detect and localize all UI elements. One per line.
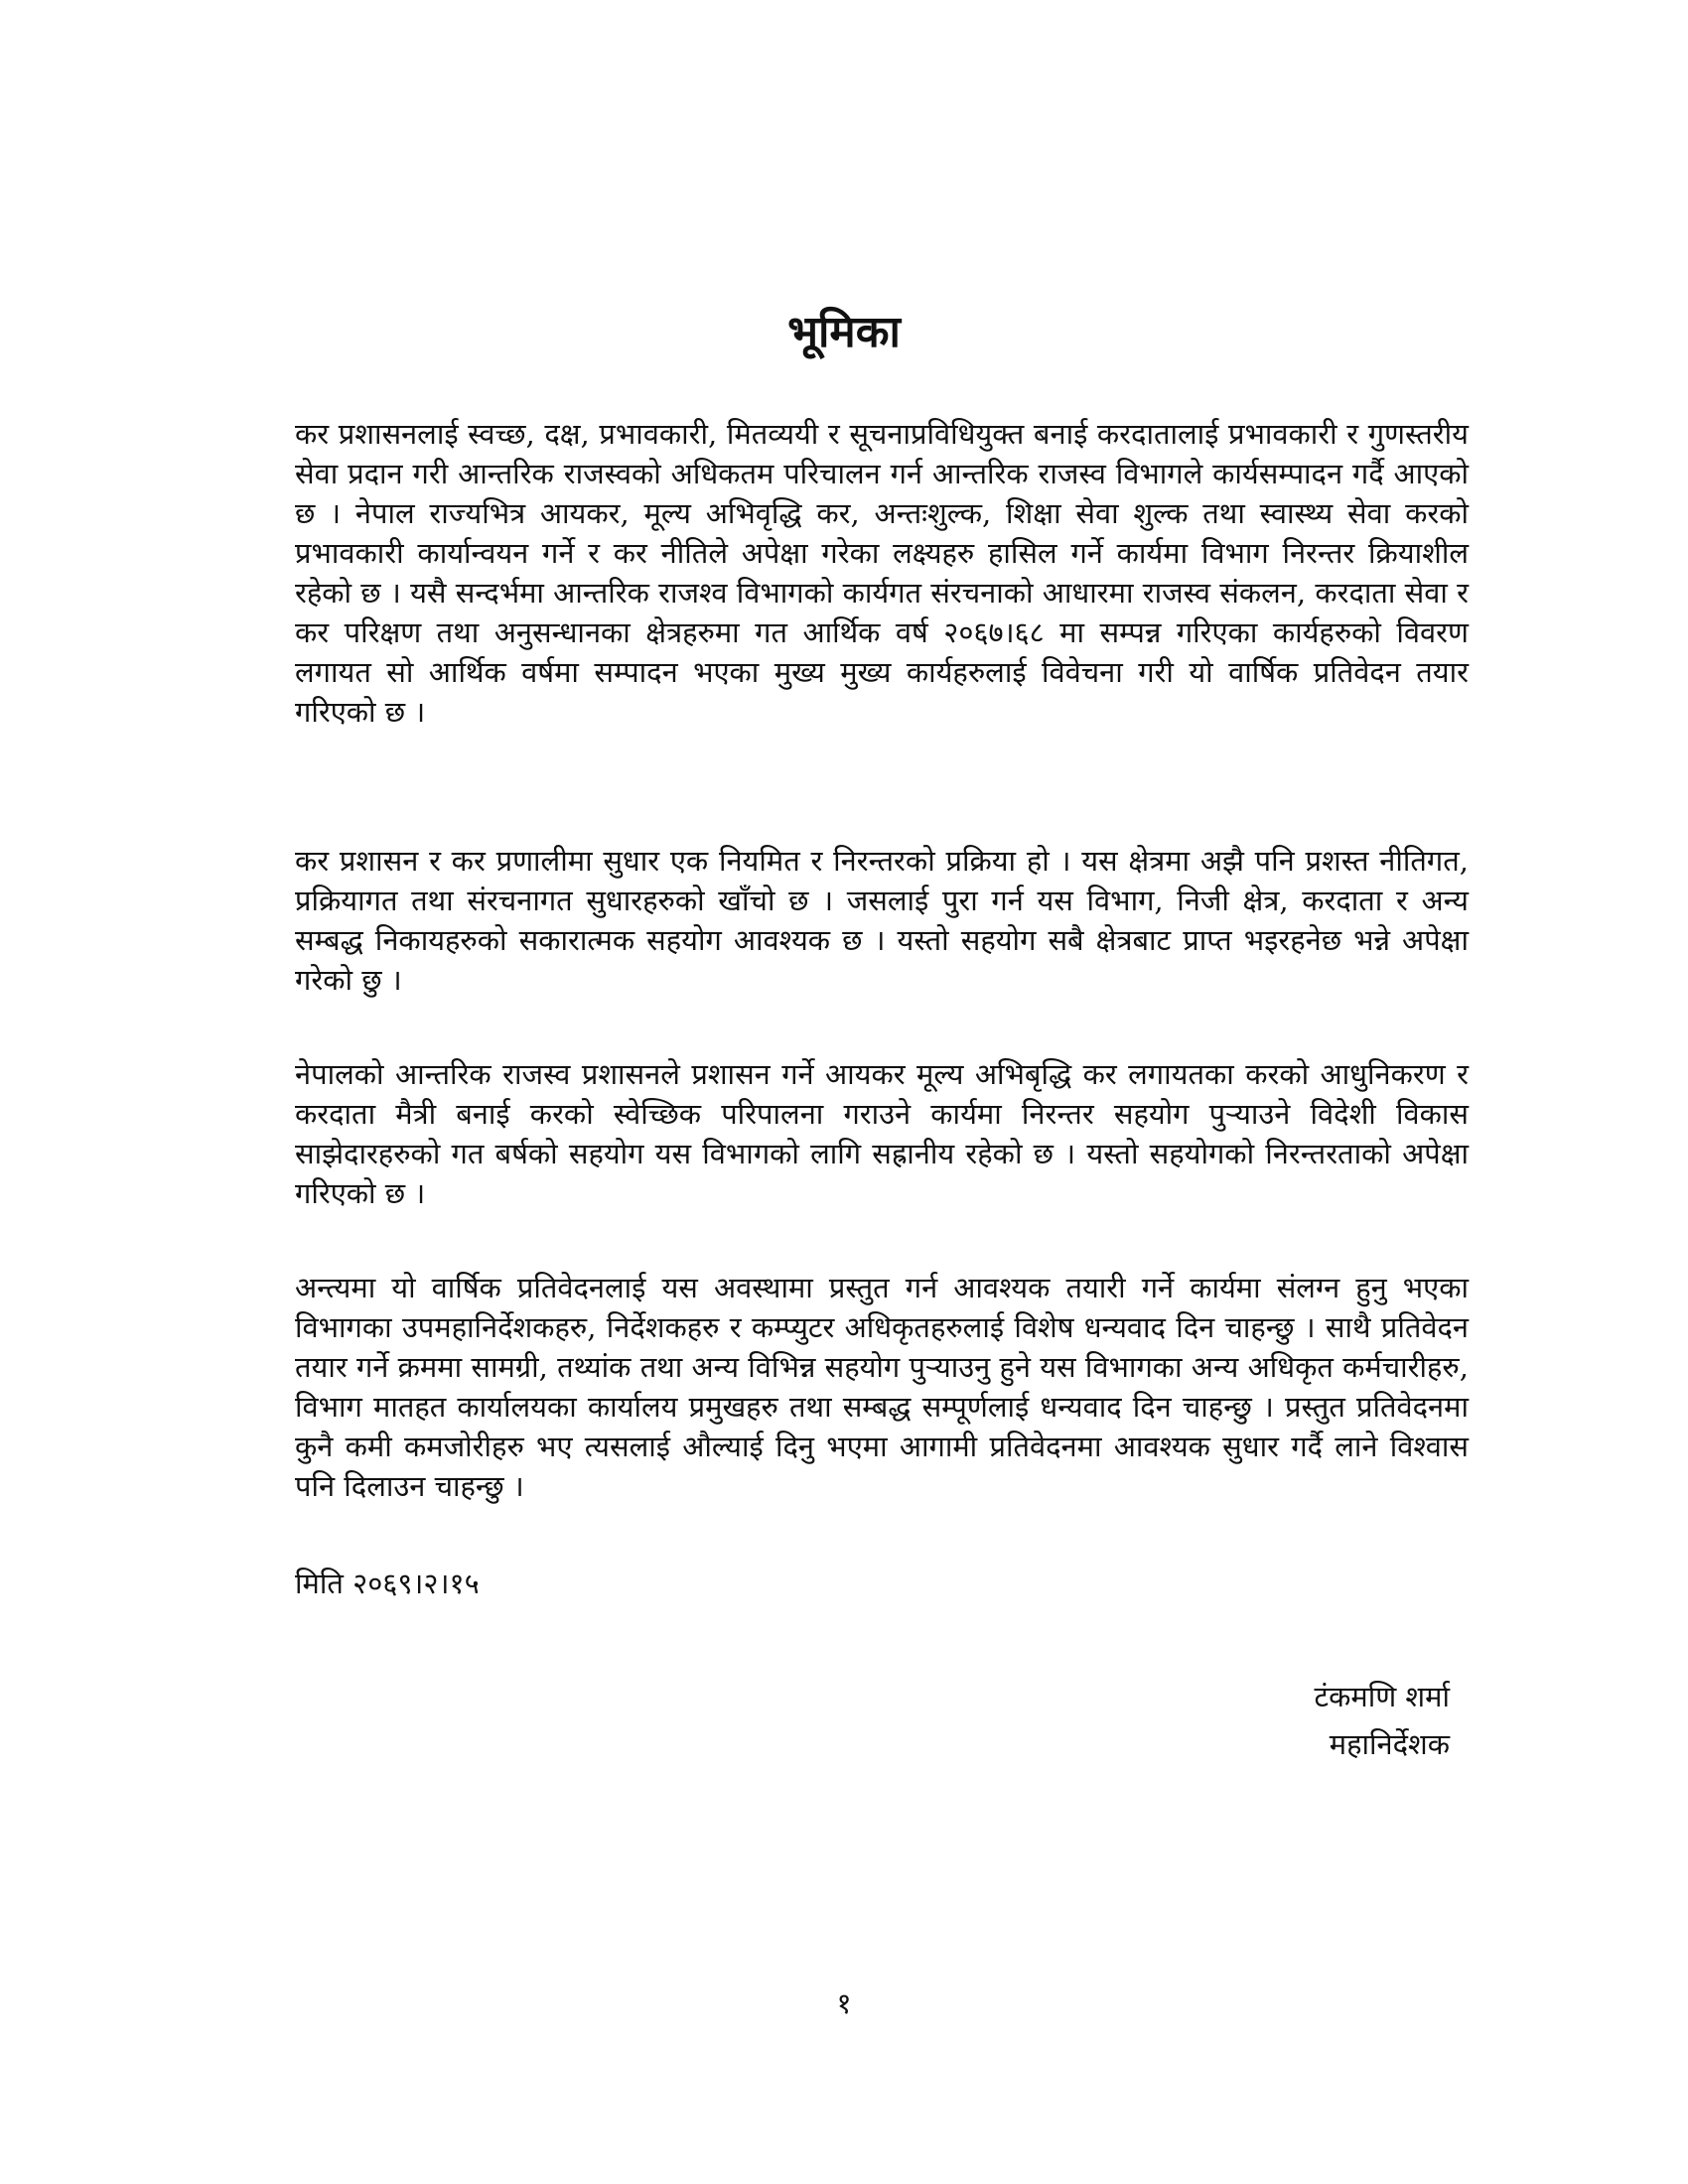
paragraph-introduction: कर प्रशासनलाई स्वच्छ, दक्ष, प्रभावकारी, मितव्ययी र सूचनाप्रविधियुक्त बनाई करदातालाई प्रभावकारी र गुणस्तरीय सेवा प्रदान गरी आन्तरिक राजस्वको अधिकतम परिचालन गर्न आन्तरिक राजस्व विभागले कार्यसम्पादन गर्दै आएको छ । नेपाल राज्यभित्र आयकर, मूल्य अभिवृद्धि कर, अन्तःशुल्क, शिक्षा सेवा शुल्क तथा स्वास्थ्य सेवा करको प्रभावकारी कार्यान्वयन गर्ने र कर नीतिले अपेक्षा गरेका लक्ष्यहरु हासिल गर्ने कार्यमा विभाग निरन्तर क्रियाशील रहेको छ । यसै सन्दर्भमा आन्तरिक राजश्व विभागको कार्यगत संरचनाको आधारमा राजस्व संकलन, करदाता सेवा र कर परिक्षण तथा अनुसन्धानका क्षेत्रहरुमा गत आर्थिक वर्ष २०६७।६८ मा सम्पन्न गरिएका कार्यहरुको विवरण लगायत सो आर्थिक वर्षमा सम्पादन भएका मुख्य मुख्य कार्यहरुलाई विवेचना गरी यो वार्षिक प्रतिवेदन तयार गरिएको छ । [295, 417, 1469, 729]
signatory-title: महानिर्देशक [1329, 1727, 1450, 1761]
signatory-name: टंकमणि शर्मा [1314, 1680, 1450, 1713]
date-line: मिति २०६९।२।१५ [295, 1567, 480, 1600]
page-title: भूमिका [787, 307, 901, 357]
paragraph-partners: नेपालको आन्तरिक राजस्व प्रशासनले प्रशासन गर्ने आयकर मूल्य अभिबृद्धि कर लगायतका करको आधुनिकरण र करदाता मैत्री बनाई करको स्वेच्छिक परिपालना गराउने कार्यमा निरन्तर सहयोग पुऱ्याउने विदेशी विकास साझेदारहरुको गत बर्षको सहयोग यस विभागको लागि सह्रानीय रहेको छ । यस्तो सहयोगको निरन्तरताको अपेक्षा गरिएको छ । [295, 1057, 1469, 1210]
paragraph-reform: कर प्रशासन र कर प्रणालीमा सुधार एक नियमित र निरन्तरको प्रक्रिया हो । यस क्षेत्रमा अझै पनि प्रशस्त नीतिगत, प्रक्रियागत तथा संरचनागत सुधारहरुको खाँचो छ । जसलाई पुरा गर्न यस विभाग, निजी क्षेत्र, करदाता र अन्य सम्बद्ध निकायहरुको सकारात्मक सहयोग आवश्यक छ । यस्तो सहयोग सबै क्षेत्रबाट प्राप्त भइरहनेछ भन्ने अपेक्षा गरेको छु । [295, 844, 1469, 997]
paragraph-acknowledgement: अन्त्यमा यो वार्षिक प्रतिवेदनलाई यस अवस्थामा प्रस्तुत गर्न आवश्यक तयारी गर्ने कार्यमा संलग्न हुनु भएका विभागका उपमहानिर्देशकहरु, निर्देशकहरु र कम्प्युटर अधिकृतहरुलाई विशेष धन्यवाद दिन चाहन्छु । साथै प्रतिवेदन तयार गर्ने क्रममा सामग्री, तथ्यांक तथा अन्य विभिन्न सहयोग पुऱ्याउनु हुने यस विभागका अन्य अधिकृत कर्मचारीहरु, विभाग मातहत कार्यालयका कार्यालय प्रमुखहरु तथा सम्बद्ध सम्पूर्णलाई धन्यवाद दिन चाहन्छु । प्रस्तुत प्रतिवेदनमा कुनै कमी कमजोरीहरु भए त्यसलाई औल्याई दिनु भएमा आगामी प्रतिवेदनमा आवश्यक सुधार गर्दै लाने विश्वास पनि दिलाउन चाहन्छु । [295, 1271, 1469, 1503]
page-number: १ [836, 1986, 852, 2020]
signature-block [1053, 1673, 1450, 1768]
